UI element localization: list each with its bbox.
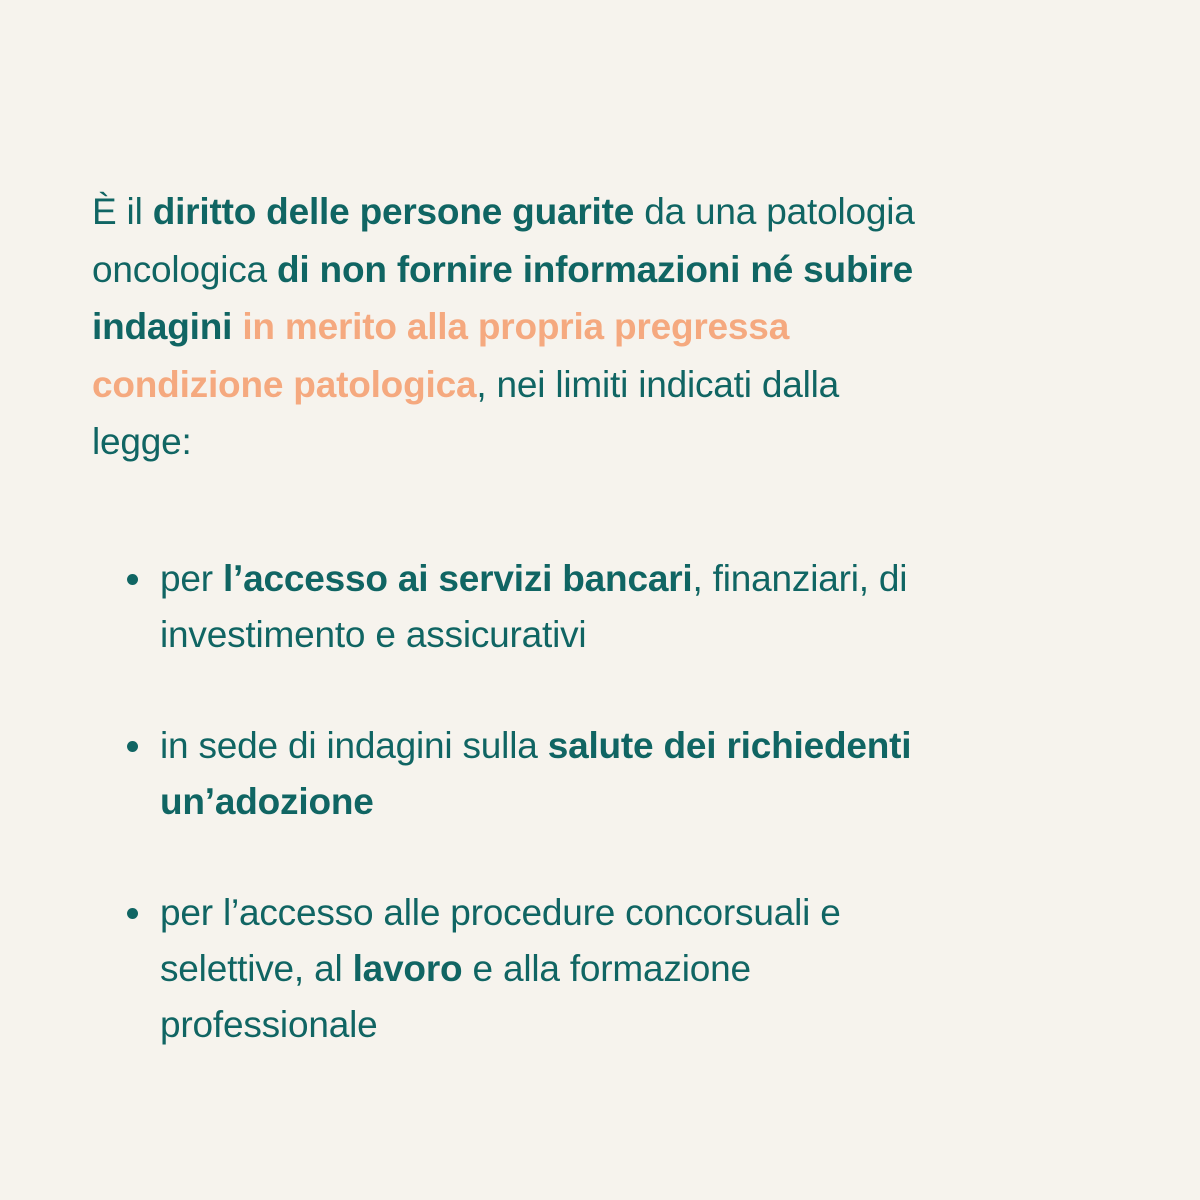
list-item-text: per l’accesso alle procedure concorsuali e <box>160 891 841 933</box>
intro-bold-text: diritto delle persone guarite <box>152 191 635 232</box>
intro-line-2 <box>92 241 1102 299</box>
list-item <box>92 718 1102 830</box>
list-item-line <box>160 941 1102 997</box>
list-item-line <box>160 885 1102 941</box>
bullet-icon <box>127 574 138 585</box>
bullet-list <box>92 551 1102 1053</box>
list-item <box>92 885 1102 1053</box>
list-item-line <box>160 774 1102 830</box>
list-item-bold-text: un’adozione <box>160 780 374 822</box>
list-item-line <box>160 607 1102 663</box>
list-item-bold-text: lavoro <box>352 947 463 989</box>
bullet-icon <box>127 741 138 752</box>
intro-bold-text: indagini <box>92 306 233 347</box>
intro-highlight-text: in merito alla propria pregressa <box>242 306 790 347</box>
intro-bold-text: di non fornire informazioni né subire <box>277 248 914 290</box>
intro-line-1 <box>92 183 1102 241</box>
list-item <box>92 551 1102 663</box>
list-item-bold-text: l’accesso ai servizi bancari <box>222 557 693 599</box>
list-item-line <box>160 551 1102 607</box>
intro-line-5 <box>92 413 1102 471</box>
bullet-icon <box>127 908 138 919</box>
intro-text: da una patologia <box>634 191 915 232</box>
list-item-text: professionale <box>160 1003 378 1045</box>
list-item-bold-text: salute dei richiedenti <box>547 724 912 766</box>
intro-line-4 <box>92 356 1102 414</box>
intro-highlight-text: condizione patologica <box>92 363 477 405</box>
list-item-line <box>160 997 1102 1053</box>
list-item-text: in sede di indagini sulla <box>160 724 548 766</box>
list-item-text: investimento e assicurativi <box>160 613 587 655</box>
intro-paragraph <box>92 183 1102 471</box>
list-item-text: e alla formazione <box>462 947 751 989</box>
intro-text: , nei limiti indicati dalla <box>476 363 840 405</box>
intro-text: oncologica <box>92 248 277 290</box>
intro-text <box>232 306 242 347</box>
main-content <box>92 183 1102 1053</box>
intro-text: legge: <box>92 421 192 462</box>
list-item-text: , finanziari, di <box>692 557 908 599</box>
list-item-line <box>160 718 1102 774</box>
list-item-text: per <box>160 557 223 599</box>
intro-line-3 <box>92 298 1102 356</box>
list-item-text: selettive, al <box>160 947 353 989</box>
intro-text: È il <box>92 191 153 232</box>
